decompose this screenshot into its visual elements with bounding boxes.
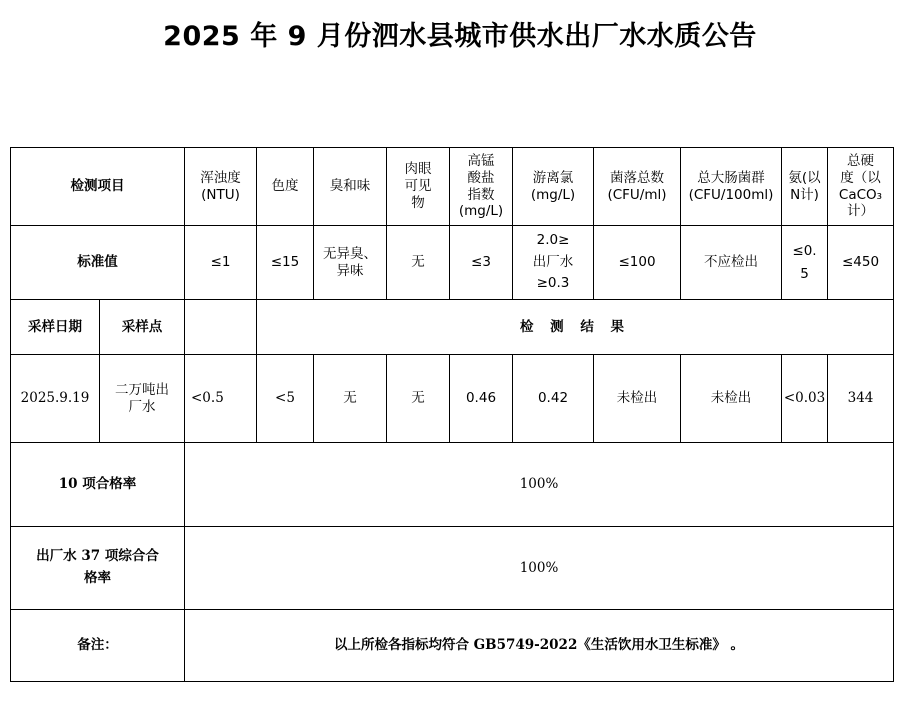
sample-point: 二万吨出 厂水 [100, 355, 185, 443]
col-colony-count: 菌落总数 (CFU/ml) [594, 148, 681, 226]
result-value: <5 [257, 355, 314, 443]
result-label: 检 测 结 果 [257, 300, 894, 355]
standard-value: 不应检出 [681, 226, 782, 300]
result-value: 344 [828, 355, 894, 443]
col-permanganate-index: 高锰 酸盐 指数 (mg/L) [450, 148, 513, 226]
standard-value: ≤3 [450, 226, 513, 300]
sample-date: 2025.9.19 [11, 355, 100, 443]
result-value: 0.46 [450, 355, 513, 443]
standard-value: 无异臭、 异味 [314, 226, 387, 300]
rate-37-row [11, 527, 894, 610]
standard-label: 标准值 [11, 226, 185, 300]
remark-label: 备注： [11, 610, 185, 682]
result-value: 未检出 [681, 355, 782, 443]
result-value: <0.03 [782, 355, 828, 443]
standard-value: ≤0. 5 [782, 226, 828, 300]
rate-10-label: 10 项合格率 [11, 443, 185, 527]
col-visible-matter: 肉眼 可见 物 [387, 148, 450, 226]
rate-37-label: 出厂水 37 项综合合 格率 [11, 527, 185, 610]
remark-text: 以上所检各指标均符合 GB5749-2022《生活饮用水卫生标准》 。 [185, 610, 894, 682]
standard-value: ≤1 [185, 226, 257, 300]
col-total-hardness: 总硬 度（以 CaCO₃ 计） [828, 148, 894, 226]
blank-cell [185, 300, 257, 355]
sampling-header-row [11, 300, 894, 355]
standard-value: ≤450 [828, 226, 894, 300]
sampling-point-label: 采样点 [100, 300, 185, 355]
water-quality-table [10, 147, 894, 682]
result-value: 未检出 [594, 355, 681, 443]
col-coliforms: 总大肠菌群 (CFU/100ml) [681, 148, 782, 226]
standard-value: 2.0≥ 出厂水 ≥0.3 [513, 226, 594, 300]
rate-37-value: 100% [185, 527, 894, 610]
result-value: 无 [314, 355, 387, 443]
rate-10-row [11, 443, 894, 527]
result-value: <0.5 [185, 355, 257, 443]
col-turbidity: 浑浊度 (NTU) [185, 148, 257, 226]
result-value: 无 [387, 355, 450, 443]
result-value: 0.42 [513, 355, 594, 443]
sampling-date-label: 采样日期 [11, 300, 100, 355]
col-ammonia: 氨(以 N计) [782, 148, 828, 226]
result-row [11, 355, 894, 443]
standard-value: ≤15 [257, 226, 314, 300]
page-title: 2025 年 9 月份泗水县城市供水出厂水水质公告 [163, 21, 757, 52]
item-header: 检测项目 [11, 148, 185, 226]
col-odor-taste: 臭和味 [314, 148, 387, 226]
header-row [11, 148, 894, 226]
standard-value: 无 [387, 226, 450, 300]
standard-value: ≤100 [594, 226, 681, 300]
remark-row [11, 610, 894, 682]
col-free-chlorine: 游离氯 (mg/L) [513, 148, 594, 226]
col-color: 色度 [257, 148, 314, 226]
standard-row [11, 226, 894, 300]
rate-10-value: 100% [185, 443, 894, 527]
